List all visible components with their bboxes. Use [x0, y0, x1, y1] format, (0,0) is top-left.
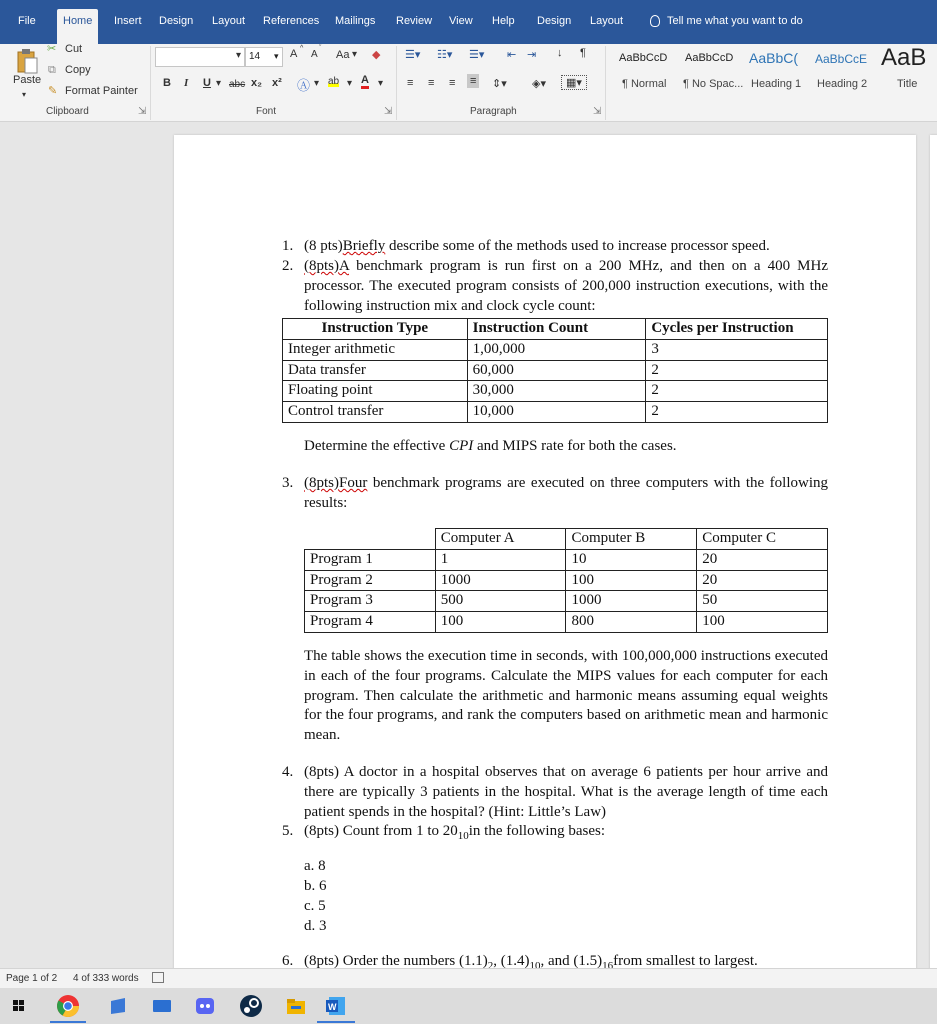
q6-sub2: 10 — [529, 960, 541, 968]
q5-number: 5. — [282, 823, 294, 839]
q5-text — [304, 822, 605, 847]
q6-post: from smallest to largest. — [613, 953, 758, 968]
chrome-icon[interactable] — [53, 992, 83, 1020]
font-name-input[interactable] — [155, 47, 245, 67]
table-cell: 10,000 — [467, 402, 646, 423]
q3-squig: (8pts)Four — [304, 475, 368, 491]
divider — [150, 46, 151, 120]
highlight-icon[interactable]: ab — [328, 76, 340, 87]
table-row — [283, 360, 828, 381]
table-cell: Control transfer — [283, 402, 468, 423]
style-title-sample[interactable]: AaB — [881, 44, 927, 71]
sort-icon[interactable]: ↓ — [557, 47, 563, 59]
strikethrough-button[interactable]: abc — [229, 79, 246, 90]
tab-layout[interactable]: Layout — [212, 15, 246, 27]
q5-item: a. 8 — [304, 858, 326, 874]
text-effects-dropdown-icon[interactable]: ▾ — [314, 78, 320, 89]
table-cell: 100 — [435, 612, 566, 633]
table-row — [305, 549, 828, 570]
divider — [605, 46, 606, 120]
change-case-button[interactable]: Aa — [336, 49, 350, 61]
windows-start-icon[interactable] — [4, 992, 34, 1020]
superscript-button[interactable]: x² — [272, 77, 282, 89]
q4-number: 4. — [282, 764, 294, 780]
q2-body: benchmark program is run first on a 200 MHz, and then on a 400 MHz processor. The executed program consists of 200,000 instruction executions, with the following instruction mix and clock cycle count: — [304, 258, 828, 314]
table-cell: 100 — [566, 570, 697, 591]
q2-after-post: and MIPS rate for both the cases. — [473, 438, 677, 454]
lightbulb-icon — [650, 15, 660, 27]
tab-mailings[interactable]: Mailings — [335, 15, 376, 27]
justify-icon[interactable]: ≡ — [467, 74, 479, 88]
q2-number: 2. — [282, 258, 294, 274]
table-cell: Program 1 — [305, 549, 436, 570]
table-cell: 2 — [646, 360, 828, 381]
table-header: Instruction Count — [467, 319, 646, 340]
tab-help[interactable]: Help — [492, 15, 515, 27]
tab-references[interactable]: References — [263, 15, 320, 27]
font-launcher-icon[interactable]: ⇲ — [384, 106, 393, 117]
font-label: Font — [256, 106, 277, 117]
paragraph-label: Paragraph — [470, 106, 517, 117]
table-cell: Program 4 — [305, 612, 436, 633]
copy-button[interactable]: Copy — [65, 64, 91, 76]
q5-post: in the following bases: — [468, 823, 605, 839]
font-size-dropdown-icon[interactable]: ▾ — [274, 51, 279, 61]
table-cell: 50 — [697, 591, 828, 612]
q1-squig: Briefly — [342, 238, 386, 254]
divider — [396, 46, 397, 120]
q5-pre: (8pts) Count from 1 to 20 — [304, 823, 458, 839]
tab-view[interactable]: View — [449, 15, 473, 27]
table-row — [283, 339, 828, 360]
page-count[interactable]: Page 1 of 2 — [6, 973, 58, 984]
bold-button[interactable]: B — [163, 77, 171, 89]
tab-review[interactable]: Review — [396, 15, 433, 27]
steam-icon[interactable] — [236, 992, 266, 1020]
paste-icon[interactable] — [16, 48, 38, 74]
shrink-font-button[interactable]: A — [311, 49, 318, 60]
tab-home[interactable]: Home — [57, 9, 98, 44]
align-center-icon[interactable]: ≡ — [428, 77, 435, 89]
instruction-mix-table — [282, 318, 828, 423]
discord-icon[interactable] — [190, 992, 220, 1020]
align-left-icon[interactable]: ≡ — [407, 77, 414, 89]
tab-insert[interactable]: Insert — [114, 15, 142, 27]
style-heading1-label: Heading 1 — [751, 78, 802, 90]
font-size-input[interactable] — [245, 47, 283, 67]
table-cell: Program 3 — [305, 591, 436, 612]
underline-dropdown-icon[interactable]: ▾ — [216, 78, 222, 89]
table-cell: Floating point — [283, 381, 468, 402]
style-no-spacing-sample[interactable]: AaBbCcD — [685, 52, 734, 64]
q6-number: 6. — [282, 953, 294, 968]
align-right-icon[interactable]: ≡ — [449, 77, 456, 89]
q6-sub1: 2 — [487, 960, 494, 968]
file-explorer-icon[interactable] — [281, 992, 311, 1020]
document-page[interactable] — [174, 135, 916, 968]
proofing-icon[interactable] — [152, 972, 164, 983]
font-color-icon[interactable]: A — [361, 75, 369, 89]
table-header: Cycles per Instruction — [646, 319, 828, 340]
table-cell: 20 — [697, 570, 828, 591]
grow-arrow-icon: ^ — [300, 45, 304, 52]
clipboard-launcher-icon[interactable]: ⇲ — [138, 106, 147, 117]
style-heading2-label: Heading 2 — [817, 78, 868, 90]
q2-text — [304, 257, 828, 316]
subscript-button[interactable]: x₂ — [251, 77, 263, 89]
style-normal-label: ¶ Normal — [622, 78, 667, 90]
table-header: Computer A — [435, 529, 566, 550]
q5-item: d. 3 — [304, 918, 327, 934]
style-normal-sample[interactable]: AaBbCcD — [619, 52, 668, 64]
table-cell: 1 — [435, 549, 566, 570]
status-bar — [0, 968, 937, 988]
bullets-icon[interactable]: ☰▾ — [405, 49, 421, 61]
monitor-icon[interactable] — [103, 992, 133, 1020]
format-painter-button[interactable]: Format Painter — [65, 85, 138, 97]
paste-dropdown-icon[interactable]: ▾ — [22, 90, 27, 99]
grow-font-button[interactable]: A — [290, 48, 298, 60]
table-row — [305, 612, 828, 633]
q1-pre: (8 pts) — [304, 238, 343, 254]
q3-text — [304, 474, 828, 514]
format-painter-icon: ✎ — [48, 85, 58, 97]
table-row — [283, 402, 828, 423]
change-case-dropdown-icon[interactable]: ▾ — [352, 49, 358, 60]
table-cell: 100 — [697, 612, 828, 633]
table-row — [305, 570, 828, 591]
decrease-indent-icon[interactable]: ⇤ — [507, 49, 517, 61]
table-cell: 500 — [435, 591, 566, 612]
tab-file[interactable]: File — [18, 15, 36, 27]
increase-indent-icon[interactable]: ⇥ — [527, 49, 537, 61]
paste-button[interactable]: Paste — [13, 74, 42, 86]
table-cell: 2 — [646, 381, 828, 402]
tab-table-layout[interactable]: Layout — [590, 15, 624, 27]
ribbon — [0, 44, 937, 122]
table-cell: 1000 — [566, 591, 697, 612]
table-header: Computer C — [697, 529, 828, 550]
table-cell: 1,00,000 — [467, 339, 646, 360]
q2-after-pre: Determine the effective — [304, 438, 450, 454]
table-header: Instruction Type — [283, 319, 468, 340]
table-row — [283, 381, 828, 402]
tab-design[interactable]: Design — [159, 15, 194, 27]
table-cell: Program 2 — [305, 570, 436, 591]
app-icon[interactable] — [147, 992, 177, 1020]
font-size-value: 14 — [249, 51, 261, 62]
svg-text:W: W — [328, 1002, 337, 1012]
q1-post: describe some of the methods used to increase processor speed. — [385, 238, 770, 254]
chrome-active-indicator — [50, 1021, 86, 1023]
line-spacing-icon[interactable]: ⇕▾ — [492, 78, 507, 90]
style-heading1-sample[interactable]: AaBbC( — [749, 50, 799, 66]
benchmark-table — [304, 528, 828, 633]
q5-item: b. 6 — [304, 878, 327, 894]
clipboard-label: Clipboard — [46, 106, 89, 117]
table-cell: 30,000 — [467, 381, 646, 402]
multilevel-list-icon[interactable]: ☰▾ — [469, 49, 485, 61]
table-header: Computer B — [566, 529, 697, 550]
table-cell: 800 — [566, 612, 697, 633]
table-cell: 10 — [566, 549, 697, 570]
table-cell: Integer arithmetic — [283, 339, 468, 360]
table-cell: 2 — [646, 402, 828, 423]
font-color-dropdown-icon[interactable]: ▾ — [378, 78, 384, 89]
shading-icon[interactable]: ◈▾ — [532, 78, 546, 90]
numbering-icon[interactable]: ☷▾ — [437, 49, 453, 61]
q3-number: 3. — [282, 475, 294, 491]
taskbar — [0, 988, 937, 1024]
q5-item: c. 5 — [304, 898, 326, 914]
clear-formatting-icon[interactable]: ◆ — [372, 49, 381, 61]
q6-sub3: 16 — [602, 960, 614, 968]
table-cell: 3 — [646, 339, 828, 360]
italic-button[interactable]: I — [184, 77, 189, 89]
tab-table-design[interactable]: Design — [537, 15, 572, 27]
q2-after-cpi: CPI — [449, 438, 474, 454]
style-title-label: Title — [897, 78, 918, 90]
table-cell: 20 — [697, 549, 828, 570]
tell-me-box[interactable] — [650, 15, 803, 27]
next-page-edge — [930, 135, 937, 968]
show-marks-icon[interactable]: ¶ — [580, 47, 586, 59]
table-cell: 60,000 — [467, 360, 646, 381]
word-icon[interactable] — [321, 992, 351, 1020]
shrink-arrow-icon: ˇ — [319, 45, 322, 52]
table-cell: 1000 — [435, 570, 566, 591]
q5-sub: 10 — [457, 830, 469, 842]
menu-bar — [0, 0, 937, 44]
q2-squig: (8pts)A — [304, 258, 349, 274]
q6-mid1: , (1.4) — [493, 953, 530, 968]
cut-button[interactable]: Cut — [65, 43, 83, 55]
q1-number: 1. — [282, 238, 294, 254]
table-header-row — [283, 319, 828, 340]
style-no-spacing-label: ¶ No Spac... — [683, 78, 744, 90]
q6-pre: (8pts) Order the numbers (1.1) — [304, 953, 488, 968]
q6-text — [304, 952, 758, 968]
q6-mid2: , and (1.5) — [540, 953, 603, 968]
q3-description: The table shows the execution time in seconds, with 100,000,000 instructions executed in each of the four programs. Calculate the MIPS values for each computer for each program. Then calculate the arithmetic and harmonic means assuming equal weights for the four programs, and rank the computers based on arithmetic mean and harmonic mean. — [304, 648, 828, 744]
table-header — [305, 529, 436, 550]
style-heading2-sample[interactable]: AaBbCcE — [815, 52, 868, 66]
scissors-icon: ✂ — [47, 43, 57, 55]
q2-determine-text — [304, 437, 677, 457]
font-name-dropdown-icon[interactable]: ▾ — [236, 50, 242, 61]
q4-text: (8pts) A doctor in a hospital observes that on average 6 patients per hour arrive and there are typically 3 patients in the hospital. What is the average length of time each patient spends in the hospital? (Hint: Little’s Law) — [304, 764, 828, 820]
table-header-row — [305, 529, 828, 550]
highlight-dropdown-icon[interactable]: ▾ — [347, 78, 353, 89]
text-effects-icon[interactable]: Ⓐ — [297, 78, 311, 93]
underline-button[interactable]: U — [203, 77, 211, 89]
table-row — [305, 591, 828, 612]
word-count[interactable]: 4 of 333 words — [73, 973, 139, 984]
table-cell: Data transfer — [283, 360, 468, 381]
borders-icon[interactable]: ▦▾ — [561, 75, 587, 90]
q3-body: benchmark programs are executed on three computers with the following results: — [304, 475, 828, 511]
document-area — [0, 123, 937, 968]
copy-icon: ⧉ — [48, 64, 56, 76]
tell-me-text: Tell me what you want to do — [667, 15, 803, 27]
paragraph-launcher-icon[interactable]: ⇲ — [593, 106, 602, 117]
word-active-indicator — [317, 1021, 355, 1023]
q1-text — [304, 237, 828, 257]
